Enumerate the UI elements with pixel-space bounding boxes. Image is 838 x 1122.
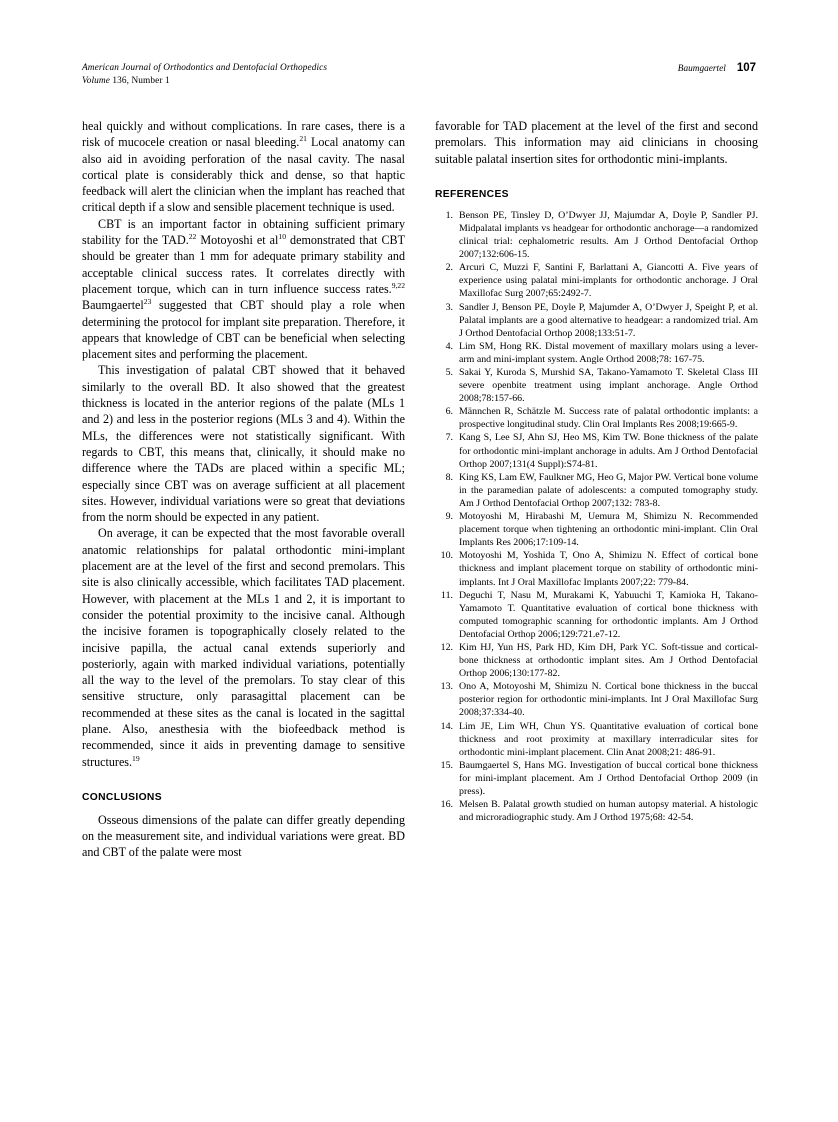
body-paragraph: heal quickly and without complications. In rare cases, there is a risk of mucocele creation or nasal bleeding.$^{21}$ Local anatomy can also aid in avoiding perforation of the nasal cavity. The nasal cortical plate is considerably thick and dense, so that haptic feedback will alert the clinician when the implant has reached that critical depth if a slow and sensible placement technique is used. (82, 119, 405, 215)
volume-number: 136, Number 1 (109, 76, 170, 87)
reference-item: Motoyoshi M, Hirabashi M, Uemura M, Shimizu N. Recommended placement torque when tightening an orthodontic mini-implant. Clin Oral Implants Res 2006;17:109-14. (459, 511, 758, 549)
volume-issue (82, 75, 327, 88)
conclusions-heading: CONCLUSIONS (82, 791, 162, 803)
spacer (82, 770, 405, 792)
spacer (435, 167, 758, 189)
body-columns (82, 118, 758, 1078)
reference-item: Motoyoshi M, Yoshida T, Ono A, Shimizu N. Effect of cortical bone thickness and implant placement torque on stability of orthodontic mini-implants. Int J Oral Maxillofac Implants 2007;22: 779-84. (459, 550, 758, 588)
body-paragraph: CBT is an important factor in obtaining sufficient primary stability for the TAD.$^{22}$ Motoyoshi et $al^{10}$ demonstrated that CBT should be greater than 1 mm for adequate primary stability and acceptable clinical success rates. It correlates directly with placement torque, which can in turn influence success rates.$^{9,22}$ Baumgaertel$^{23}$ suggested that CBT should play a role when determining the protocol for implant site preparation. Therefore, it appears that knowledge of CBT can be beneficial when selecting placement sites and performing the placement. (82, 216, 405, 362)
volume-word: Volume (82, 76, 110, 87)
running-head (82, 62, 756, 88)
citation-superscript: 21 (299, 134, 307, 144)
body-paragraph: This investigation of palatal CBT showed that it behaved similarly to the overall BD. It also showed that the greatest thickness is located in the anterior regions of the palate (MLs 1 and 2) and less in the posterior regions (MLs 3 and 4). Within the MLs, the differences were not statistically significant. With regards to CBT, this means that, clinically, it should make no difference where the TADs are placed within a specific ML; especially since CBT was on average sufficient at all placement sites. However, individual variations were so great that deviations from the norm should be expected in any patient. (82, 363, 405, 525)
citation-superscript: 19 (132, 753, 140, 763)
reference-item: Sandler J, Benson PE, Doyle P, Majumder A, O’Dwyer J, Speight P, et al. Palatal implants are a good alternative to headgear: a randomized trial. Am J Orthod Dentofacial Orthop 2008;133:51-7. (459, 301, 758, 339)
page-number: 107 (736, 62, 756, 74)
reference-item: King KS, Lam EW, Faulkner MG, Heo G, Major PW. Vertical bone volume in the paramedian palate of adolescents: a computed tomography study. Am J Orthod Dentofacial Orthop 2007;132: 783-8. (459, 471, 758, 509)
reference-item: Arcuri C, Muzzi F, Santini F, Barlattani A, Giancotti A. Five years of experience using palatal mini-implants for orthodontic anchorage. J Oral Maxillofac Surg 2007;65:2492-7. (459, 262, 758, 300)
running-head-journal (82, 62, 327, 88)
running-head-author-page (678, 62, 756, 74)
reference-item: Lim JE, Lim WH, Chun YS. Quantitative evaluation of cortical bone thickness and root proximity at maxillary interradicular sites for orthodontic mini-implant placement. Clin Anat 2008;21: 486-91. (459, 720, 758, 758)
citation-superscript: 22 (188, 232, 197, 242)
reference-item: Melsen B. Palatal growth studied on human autopsy material. A histologic and microradiographic study. Am J Orthod 1975;68: 42-54. (459, 799, 758, 824)
citation-superscript: 10 (278, 232, 286, 242)
reference-item: Kang S, Lee SJ, Ahn SJ, Heo MS, Kim TW. Bone thickness of the palate for orthodontic mini-implant anchorage in adults. Am J Orthod Dentofacial Orthop 2007;131(4 Suppl):S74-81. (459, 432, 758, 470)
reference-item: Benson PE, Tinsley D, O’Dwyer JJ, Majumdar A, Doyle P, Sandler PJ. Midpalatal implants vs headgear for orthodontic anchorage—a randomized clinical trial: cephalometric results. Am J Orthod Dentofacial Orthop 2007;132:606-15. (459, 209, 758, 261)
citation-superscript: 9,22 (391, 280, 405, 290)
citation-superscript: 23 (143, 297, 152, 307)
reference-item: Männchen R, Schätzle M. Success rate of palatal orthodontic implants: a prospective longitudinal study. Clin Oral Implants Res 2008;19:665-9. (459, 406, 758, 431)
reference-item: Sakai Y, Kuroda S, Murshid SA, Takano-Yamamoto T. Skeletal Class III severe openbite treatment using implant anchorage. Angle Orthod 2008;78:157-66. (459, 367, 758, 405)
right-column (435, 118, 758, 824)
spacer (82, 803, 405, 812)
left-column-paragraphs (82, 118, 405, 770)
body-paragraph: On average, it can be expected that the most favorable overall anatomic relationships for palatal orthodontic mini-implant placement are at the level of the first and second premolars. This site is also clinically accessible, which facilitates TAD placement. However, with placement at the MLs 1 and 2, it is important to consider the potential proximity to the incisive canal. Although the incisive foramen is topographically closely related to the incisive papilla, the actual canal extends superiorly and posteriorly, again with marked individual variations, potentially all the way to the level of the premolars. To stay clear of this sensitive structure, only parasagittal placement can be recommended at these sites as the canal is located in the sagittal plane. Also, anesthesia with the biofeedback method is recommended, since it aids in preventing damage to sensitive structures.$^{19}$ (82, 526, 405, 769)
reference-item: Lim SM, Hong RK. Distal movement of maxillary molars using a lever-arm and mini-implant system. Angle Orthod 2008;78: 167-75. (459, 340, 758, 365)
spacer (435, 200, 758, 209)
reference-item: Deguchi T, Nasu M, Murakami K, Yabuuchi T, Kamioka H, Takano-Yamamoto T. Quantitative evaluation of cortical bone thickness with computed tomographic scanning for orthodontic implants. Am J Orthod Dentofacial Orthop 2006;129:721.e7-12. (459, 589, 758, 640)
references-list (435, 209, 758, 824)
journal-title: American Journal of Orthodontics and Dentofacial Orthopedics (82, 63, 328, 73)
reference-item: Ono A, Motoyoshi M, Shimizu N. Cortical bone thickness in the buccal posterior region for orthodontic mini-implants. Int J Oral Maxillofac Surg 2008;37:334-40. (459, 681, 758, 719)
left-column (82, 118, 405, 861)
references-heading: REFERENCES (435, 188, 509, 200)
reference-item: Kim HJ, Yun HS, Park HD, Kim DH, Park YC. Soft-tissue and cortical-bone thickness at orthodontic implant sites. Am J Orthod Dentofacial Orthop 2006;130:177-82. (459, 641, 758, 680)
continued-paragraph: favorable for TAD placement at the level of the first and second premolars. This information may aid clinicians in choosing suitable palatal insertion sites for orthodontic mini-implants. (435, 119, 758, 166)
reference-item: Baumgaertel S, Hans MG. Investigation of buccal cortical bone thickness for mini-implant placement. Am J Orthod Dentofacial Orthop 2009 (in press). (459, 759, 758, 798)
conclusions-paragraph: Osseous dimensions of the palate can differ greatly depending on the measurement site, and individual variations were great. BD and CBT of the palate were most (82, 812, 405, 860)
author-name: Baumgaertel (677, 64, 726, 74)
